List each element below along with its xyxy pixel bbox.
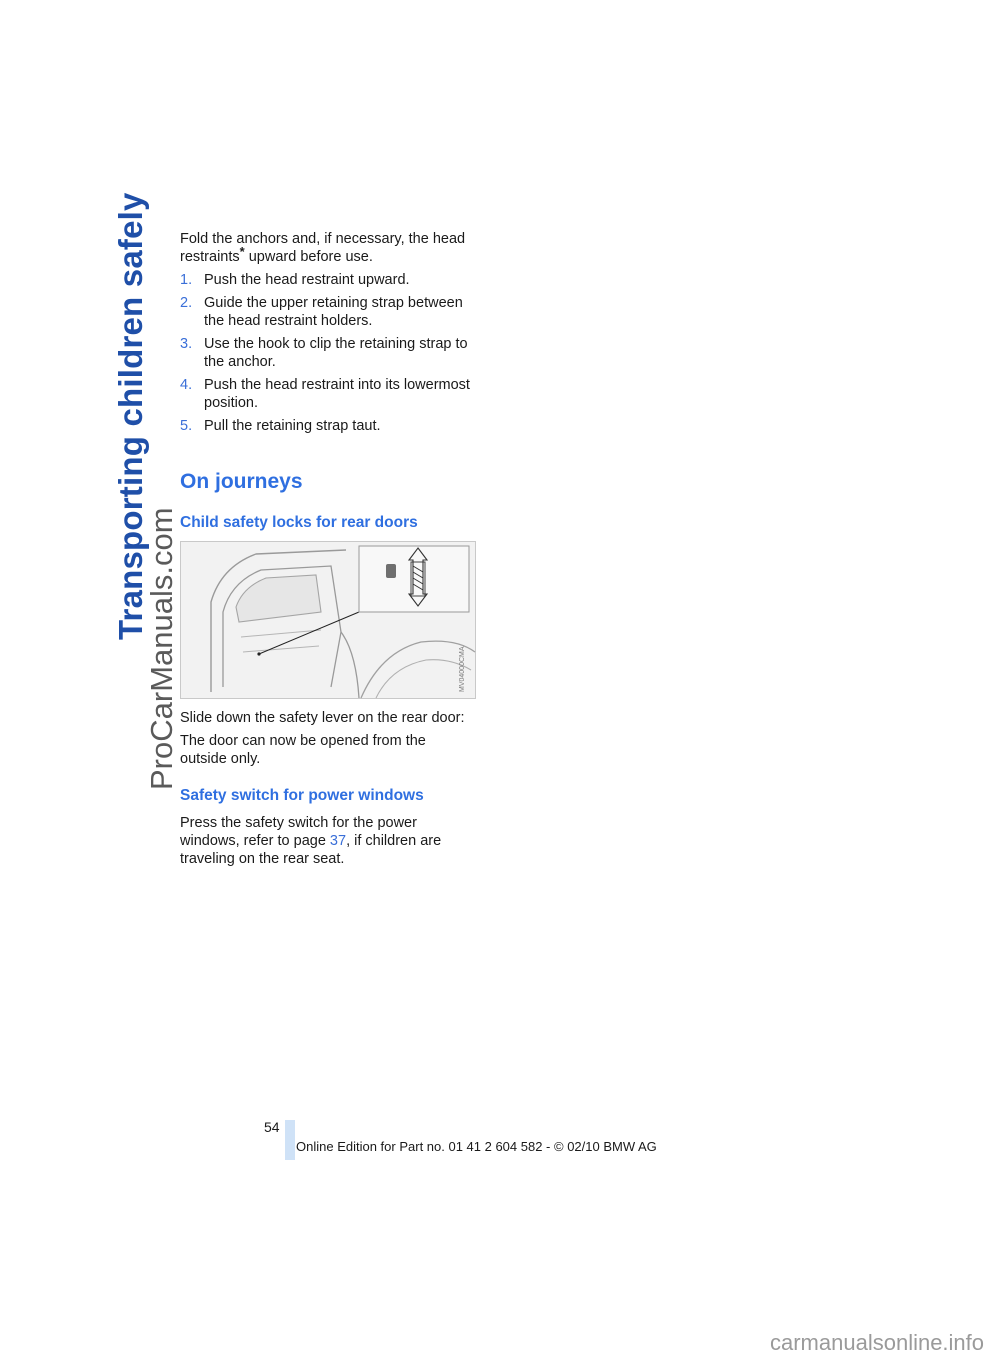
footer-accent-bar bbox=[285, 1120, 295, 1160]
step-item bbox=[180, 294, 474, 330]
step-number: 5. bbox=[180, 418, 193, 434]
section-title: On journeys bbox=[180, 470, 303, 493]
step-text: Push the head restraint into its lowermost position. bbox=[204, 377, 470, 411]
intro-text-before: Fold the anchors and, if necessary, the head restraints bbox=[180, 231, 466, 265]
step-text: Use the hook to clip the retaining strap to the anchor. bbox=[204, 336, 468, 370]
site-watermark: carmanualsonline.info bbox=[770, 1330, 984, 1355]
main-content bbox=[180, 230, 474, 873]
step-item bbox=[180, 271, 474, 289]
optional-equipment-asterisk: * bbox=[239, 244, 245, 259]
child-locks-result: The door can now be opened from the outside only. bbox=[180, 733, 426, 767]
step-text: Pull the retaining strap taut. bbox=[204, 418, 381, 434]
step-text: Guide the upper retaining strap between the head restraint holders. bbox=[204, 295, 463, 329]
step-number: 1. bbox=[180, 272, 193, 288]
rear-door-illustration bbox=[180, 541, 476, 699]
rear-door-drawing bbox=[181, 542, 475, 698]
step-item bbox=[180, 376, 474, 412]
safety-switch-paragraph bbox=[180, 814, 474, 868]
intro-text-after: upward before use. bbox=[244, 249, 373, 265]
page-reference-link[interactable]: 37 bbox=[329, 833, 347, 849]
intro-paragraph bbox=[180, 230, 474, 266]
step-list bbox=[180, 271, 474, 435]
page-number: 54 bbox=[264, 1119, 280, 1135]
edition-footer: Online Edition for Part no. 01 41 2 604 582 - © 02/10 BMW AG bbox=[296, 1139, 657, 1154]
step-number: 3. bbox=[180, 336, 193, 352]
figure-code: MV04000CMA bbox=[459, 646, 466, 692]
chapter-title-text: Transporting children safely bbox=[112, 192, 149, 640]
safety-switch-heading: Safety switch for power windows bbox=[180, 787, 424, 804]
step-number: 4. bbox=[180, 377, 193, 393]
step-item bbox=[180, 417, 474, 435]
step-number: 2. bbox=[180, 295, 193, 311]
child-locks-instruction: Slide down the safety lever on the rear door: bbox=[180, 710, 465, 726]
watermark-text: ProCarManuals.com bbox=[144, 507, 179, 790]
step-text: Push the head restraint upward. bbox=[204, 272, 410, 288]
safety-switch-text-before: Press the safety switch for the power windows, refer to page bbox=[180, 815, 417, 849]
safety-switch-text-after: , if children are traveling on the rear seat. bbox=[180, 833, 442, 867]
child-locks-heading: Child safety locks for rear doors bbox=[180, 514, 418, 531]
step-item bbox=[180, 335, 474, 371]
